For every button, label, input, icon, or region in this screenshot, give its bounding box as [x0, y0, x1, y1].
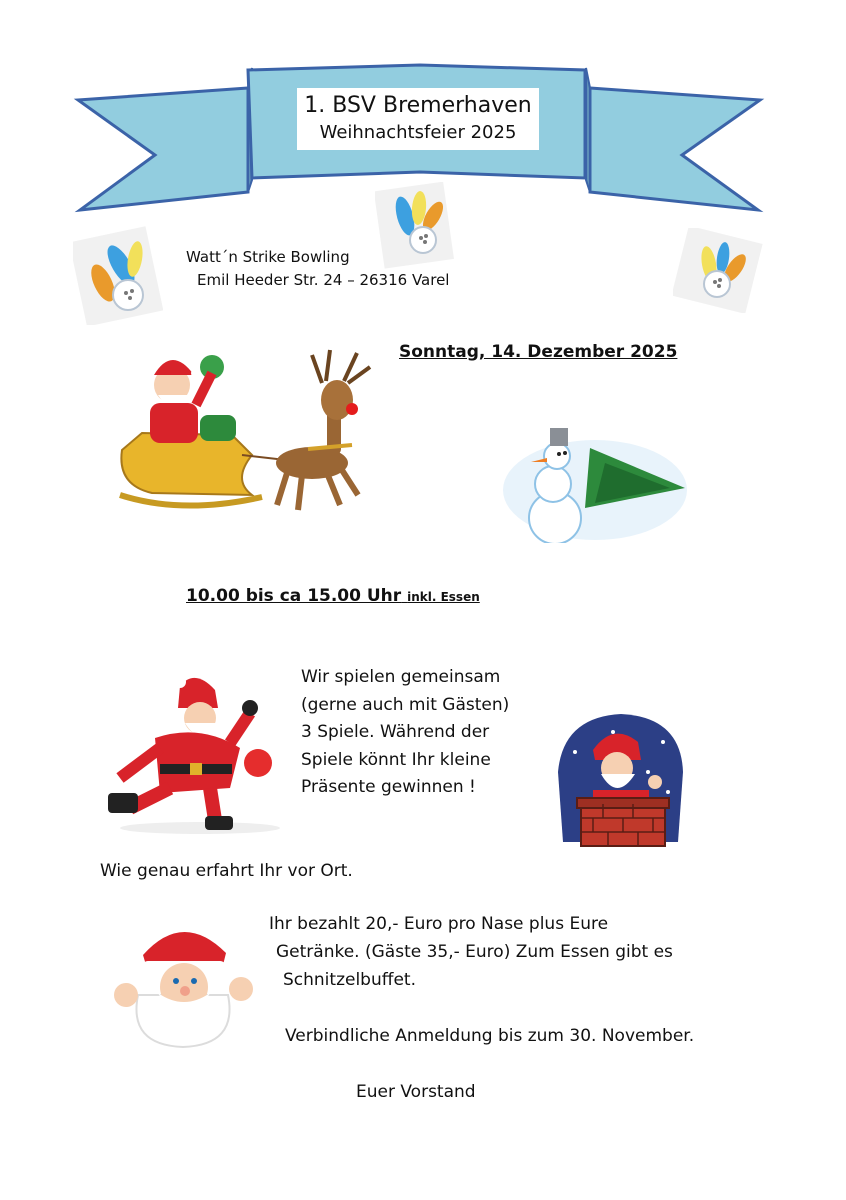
event-title: Weihnachtsfeier 2025	[319, 122, 517, 143]
cost-line: Getränke. (Gäste 35,- Euro) Zum Essen gibt es	[276, 942, 673, 962]
club-title: 1. BSV Bremerhaven	[304, 93, 532, 118]
santa-chimney-illustration	[553, 712, 688, 852]
games-text	[301, 664, 509, 802]
games-line: Präsente gewinnen !	[301, 777, 476, 797]
venue-address: Emil Heeder Str. 24 – 26316 Varel	[197, 271, 450, 289]
title-box	[297, 88, 539, 150]
bowling-pins-icon	[375, 182, 455, 272]
bowling-pins-icon	[73, 225, 163, 325]
event-date: Sonntag, 14. Dezember 2025	[399, 342, 678, 362]
games-line: Spiele könnt Ihr kleine	[301, 749, 491, 770]
santa-peeking-illustration	[108, 915, 258, 1055]
santa-sleigh-illustration	[112, 345, 377, 525]
bowling-pins-icon	[673, 228, 763, 313]
event-time-note: inkl. Essen	[407, 590, 480, 604]
registration-text: Verbindliche Anmeldung bis zum 30. November.	[285, 1026, 695, 1046]
event-time	[186, 586, 480, 606]
event-time-main: 10.00 bis ca 15.00 Uhr	[186, 586, 402, 606]
games-line: Wir spielen gemeinsam	[301, 667, 501, 687]
santa-bowling-illustration	[100, 668, 285, 838]
games-line: (gerne auch mit Gästen)	[301, 694, 510, 715]
games-line: 3 Spiele. Während der	[301, 722, 490, 742]
cost-line: Ihr bezahlt 20,- Euro pro Nase plus Eure	[269, 914, 609, 934]
cost-line: Schnitzelbuffet.	[283, 970, 416, 990]
signature-text: Euer Vorstand	[356, 1082, 476, 1102]
snowman-tree-illustration	[495, 418, 695, 543]
info-text: Wie genau erfahrt Ihr vor Ort.	[100, 861, 353, 881]
venue-name: Watt´n Strike Bowling	[186, 248, 350, 266]
